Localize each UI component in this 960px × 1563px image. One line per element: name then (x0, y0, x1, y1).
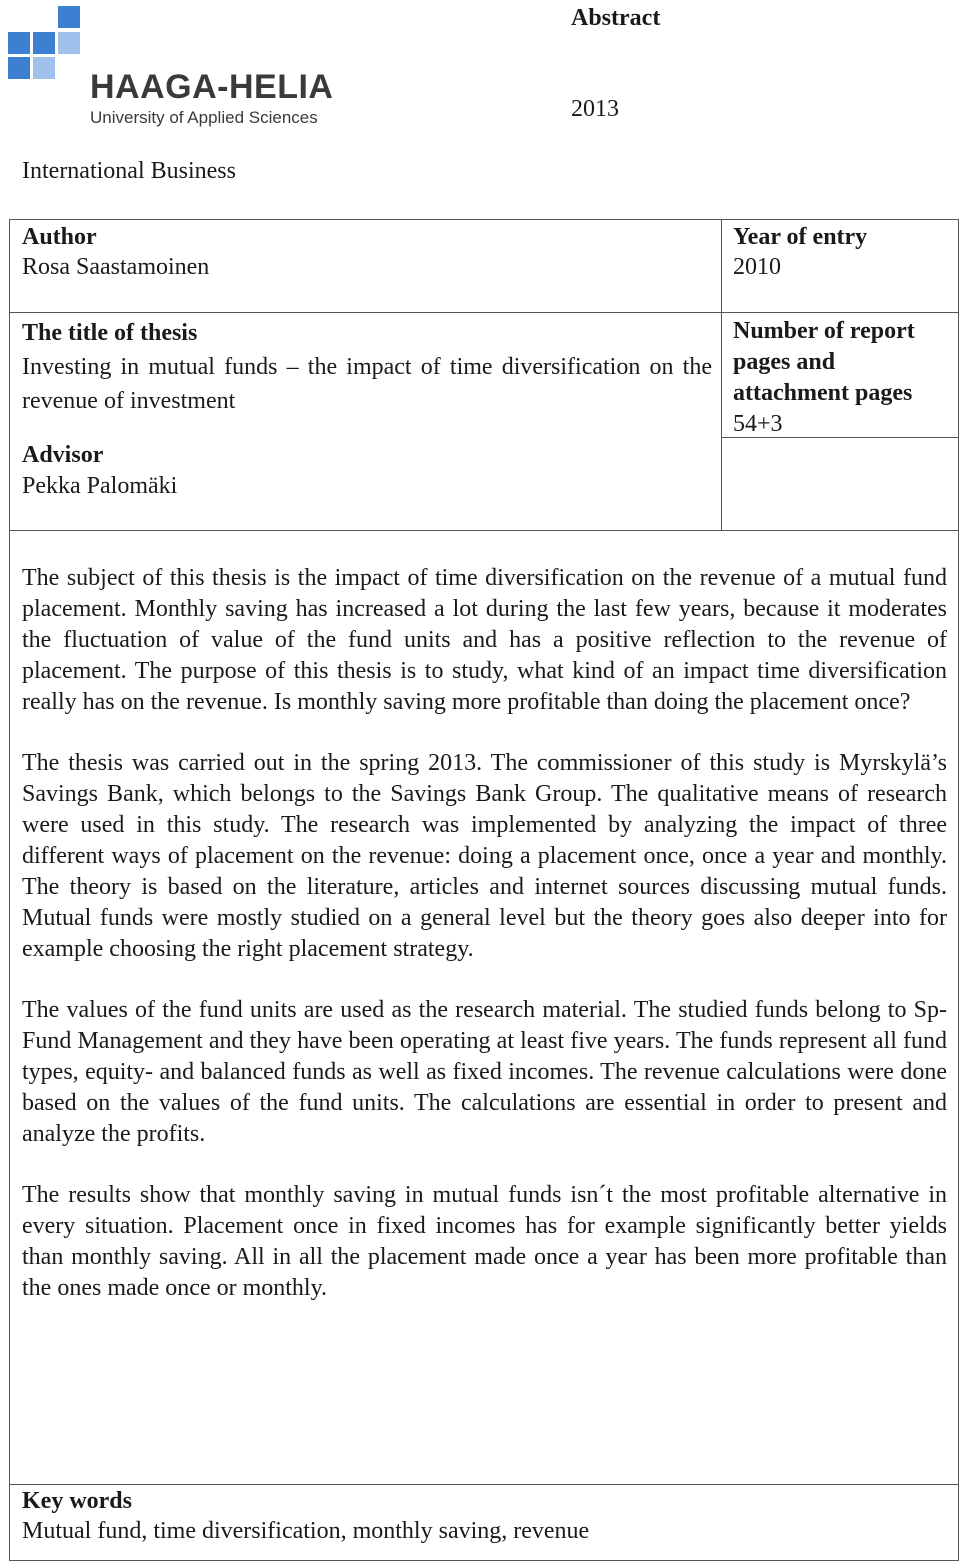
abstract-paragraph: The thesis was carried out in the spring 2013. The commissioner of this study is Myrskylä’s Savings Bank, which belongs to the Savings Bank Group. The qualitative means of research were used in this study. The research was implemented by analyzing the impact of three different ways of placement on the revenue: doing a placement once, once a year and monthly. The theory is based on the literature, articles and internet sources discussing mutual funds. Mutual funds were mostly studied on a general level but the theory goes also deeper into for example choosing the right placement strategy. (22, 750, 947, 962)
document-year: 2013 (571, 96, 619, 122)
abstract-heading: Abstract (571, 5, 661, 31)
page-count-label: Number of report pages and attachment pages (733, 318, 915, 406)
row-divider (9, 312, 959, 313)
year-of-entry-label: Year of entry (733, 224, 868, 250)
degree-programme: International Business (22, 158, 236, 184)
abstract-paragraph: The values of the fund units are used as the research material. The studied funds belong to Sp-Fund Management and they have been operating at least five years. The funds represent all fund types, equity- and balanced funds as well as fixed incomes. The revenue calculations were done based on the values of the fund units. The calculations are essential in order to present and analyze the profits. (22, 997, 947, 1147)
advisor-value: Pekka Palomäki (22, 473, 178, 499)
logo-squares-icon (6, 4, 88, 84)
year-of-entry-value: 2010 (733, 254, 781, 280)
column-divider (721, 219, 722, 531)
author-label: Author (22, 224, 97, 250)
keywords-divider (9, 1484, 959, 1485)
haaga-helia-logo (6, 4, 366, 129)
advisor-label: Advisor (22, 442, 104, 468)
advisor-cell (22, 440, 712, 502)
logo-subtitle: University of Applied Sciences (90, 108, 318, 127)
year-of-entry-cell (733, 222, 953, 282)
thesis-title-cell (22, 316, 712, 418)
keywords-label: Key words (22, 1488, 132, 1514)
thesis-title-label: The title of thesis (22, 320, 198, 346)
keywords-value: Mutual fund, time diversification, monthly saving, revenue (22, 1518, 590, 1544)
author-cell (22, 222, 712, 282)
abstract-paragraph: The subject of this thesis is the impact of time diversification on the revenue of a mutual fund placement. Monthly saving has increased a lot during the last few years, because it moderates the fluctuation of value of the fund units and has a positive reflection to the revenue of placement. The purpose of this thesis is to study, what kind of an impact time diversification really has on the revenue. Is monthly saving more profitable than doing the placement once? (22, 565, 947, 715)
thesis-title-value: Investing in mutual funds – the impact of time diversification on the revenue of investment (22, 354, 712, 414)
abstract-paragraph: The results show that monthly saving in mutual funds isn´t the most profitable alternative in every situation. Placement once in fixed incomes has for example significantly better yields than monthly saving. All in all the placement made once a year has been more profitable than the ones made once or monthly. (22, 1182, 947, 1301)
abstract-body (22, 563, 947, 1334)
section-divider (9, 530, 959, 531)
author-value: Rosa Saastamoinen (22, 254, 210, 280)
logo-name: HAAGA-HELIA (90, 68, 334, 106)
page-count-cell (733, 316, 953, 440)
page-count-value: 54+3 (733, 411, 783, 437)
